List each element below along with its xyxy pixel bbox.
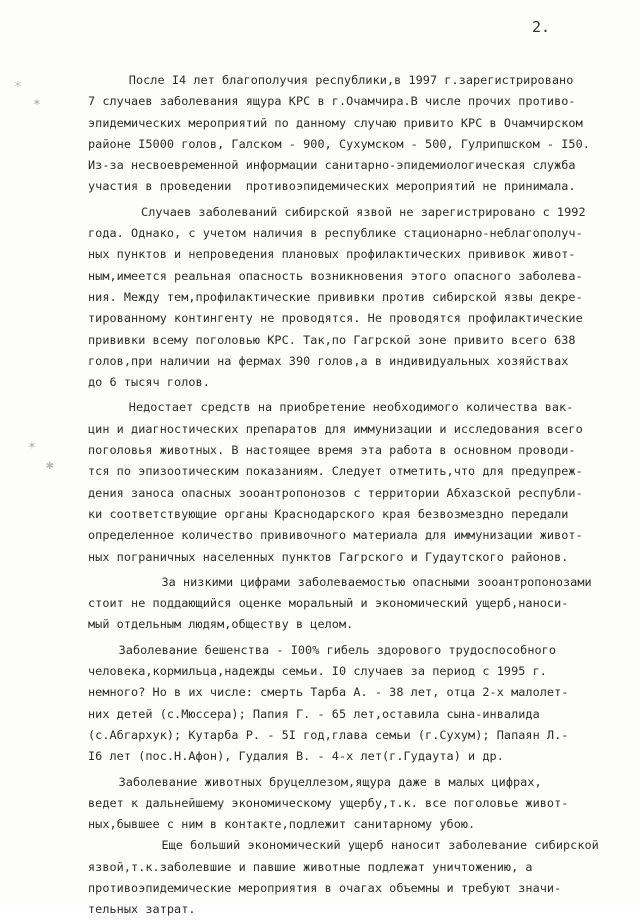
text-line: них детей (с.Мюссера); Папия Г. - 65 лет,оставила сына-инвалида [88, 706, 540, 721]
text-line: I6 лет (пос.Н.Афон), Гудалия В. - 4-х лет(г.Гудаута) и др. [88, 749, 504, 764]
text-line: (с.Абгархук); Кутарба Р. - 5I год,глава семьи (г.Сухум); Папаян Л.- [88, 727, 569, 742]
text-line: мый отдельным людям,обществу в целом. [88, 617, 354, 632]
scan-mark: * [14, 80, 22, 95]
text-line: После I4 лет благополучия республики,в 1997 г.зарегистрировано [128, 73, 574, 87]
text-line: стоит не поддающийся оценке моральный и экономический ущерб,наноси- [88, 596, 569, 611]
text-line: поголовья животных. В настоящее время эта работа в основном проводи- [88, 443, 576, 458]
text-line: районе I5000 голов, Галском - 900, Сухумском - 500, Гулрипшском - I50. [88, 136, 590, 151]
document-text [88, 70, 628, 921]
text-line: дения заноса опасных зооантропонозов с территории Абхазской республи- [88, 485, 583, 500]
text-line: человека,кормильца,надежды семьи. I0 случаев за период с 1995 г. [88, 664, 547, 679]
text-line: участия в проведении противоэпидемических мероприятий не принимала. [88, 179, 576, 194]
scan-mark: ✶ [33, 95, 41, 110]
page-number: 2. [532, 18, 551, 36]
text-line: ным,имеется реальная опасность возникновения этого опасного заболева- [88, 268, 583, 283]
text-line: тельных затрат. [88, 902, 196, 917]
text-line: ки соответствующие органы Краснодарского края безвозмездно передали [88, 506, 569, 521]
text-line: до 6 тысяч голов. [88, 375, 210, 390]
text-line: За низкими цифрами заболеваемостью опасными зооантропонозами [161, 574, 592, 589]
text-line: года. Однако, с учетом наличия в республике стационарно-неблагополуч- [88, 226, 583, 241]
text-line: Из-за несвоевременной информации санитарно-эпидемиологическая служба [88, 158, 576, 173]
text-line: эпидемических мероприятий по данному случаю привито КРС в Очамчирском [88, 115, 583, 130]
text-line: язвой,т.к.заболевшие и павшие животные подлежат уничтожению, а [88, 859, 533, 874]
scan-mark: ✱ [46, 458, 54, 473]
text-line: Еще больший экономический ущерб наносит заболевание сибирской [161, 838, 599, 853]
text-line: тся по эпизоотическим показаниям. Следует отметить,что для предупреж- [88, 464, 583, 479]
text-line: тированному контингенту не проводятся. Не проводятся профилактические [88, 311, 583, 326]
text-line: Случаев заболеваний сибирской язвой не зарегистрировано с 1992 [141, 204, 586, 219]
text-line: ных пограничных населенных пунктов Гагрского и Гудаутского районов. [88, 549, 569, 564]
text-line: Недостает средств на приобретение необходимого количества вак- [128, 400, 574, 415]
text-line: ния. Между тем,профилактические прививки против сибирской язвы декре- [88, 289, 583, 304]
text-line: противоэпидемические мероприятия в очагах объемны и требуют значи- [88, 880, 562, 895]
text-line: ных пунктов и непроведения плановых профилактических прививок живот- [88, 247, 576, 262]
text-line: Заболевание животных бруцеллезом,ящура даже в малых цифрах, [118, 774, 542, 789]
text-line: голов,при наличии на фермах 390 голов,а в индивидуальных хозяйствах [88, 353, 569, 368]
text-line: цин и диагностических препаратов для иммунизации и исследования всего [88, 421, 583, 436]
text-line: определенное количество прививочного материала для иммунизации живот- [88, 528, 583, 543]
text-line: немного? Но в их числе: смерть Тарба А. - 38 лет, отца 2-х малолет- [88, 685, 569, 700]
text-line: прививки всему поголовью КРС. Так,по Гагрской зоне привито всего 638 [88, 332, 576, 347]
scan-mark: ✶ [28, 438, 36, 453]
text-line: 7 случаев заболевания ящура КРС в г.Очамчира.В числе прочих противо- [88, 94, 576, 109]
text-line: ных,бывшее с ним в контакте,подлежит санитарному убою. [88, 817, 476, 832]
text-line: Заболевание бешенства - I00% гибель здорового трудоспособного [118, 642, 557, 657]
text-line: ведет к дальнейшему экономическому ущербу,т.к. все поголовье живот- [88, 795, 569, 810]
